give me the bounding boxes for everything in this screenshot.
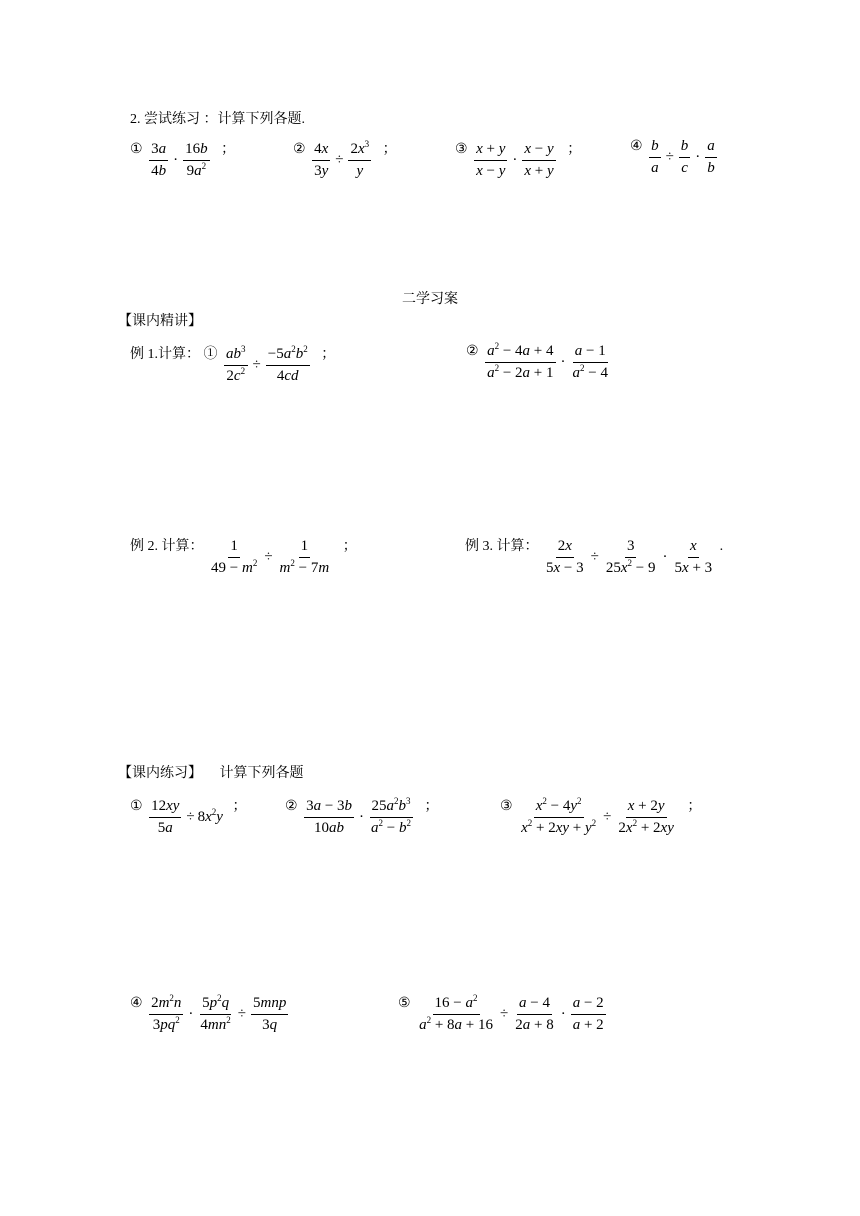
semicolon: ； xyxy=(321,347,336,362)
try-item-4 xyxy=(630,138,719,177)
item-marker: ③ xyxy=(455,142,468,157)
semicolon: ； xyxy=(567,142,582,157)
semicolon: ； xyxy=(382,142,397,157)
example-1-part-1 xyxy=(130,343,335,385)
semicolon: ； xyxy=(221,142,236,157)
expression: $\frac{16 - a^2}{a^2 + 8a + 16}$ ÷ $\frac{a - 4}{2a + 8}$ · $\frac{a - 2}{a + 2}$ xyxy=(419,993,604,1033)
semicolon: ； xyxy=(232,799,247,814)
semicolon: ； xyxy=(342,539,357,554)
expression: $\frac{3a}{4b}$ · $\frac{16b}{9a^2}$ xyxy=(151,141,208,179)
practice-item-3 xyxy=(500,795,701,837)
example-label: 例 2. 计算： xyxy=(130,539,204,554)
expression: $\frac{1}{49 - m^2}$ ÷ $\frac{1}{m^2 - 7m}$ xyxy=(211,538,330,576)
practice-title: 【课内练习】 xyxy=(118,766,202,781)
try-item-2 xyxy=(293,138,397,180)
expression: $\frac{2x}{5x - 3}$ ÷ $\frac{3}{25x^2 - 9}$ · $\frac{x}{5x + 3}$ xyxy=(546,538,713,576)
expression: $\frac{b}{a}$ ÷ $\frac{b}{c}$ · $\frac{a}{b}$ xyxy=(651,138,715,176)
item-marker: ③ xyxy=(500,799,513,814)
expression: $\frac{2m^2n}{3pq^2}$ · $\frac{5p^2q}{4mn^2}$ ÷ $\frac{\text{5mnp}}{3q}$ xyxy=(151,993,287,1033)
period: . xyxy=(719,539,724,554)
item-marker: ② xyxy=(293,142,306,157)
item-marker: ② xyxy=(285,799,298,814)
practice-item-1 xyxy=(130,795,246,837)
item-marker: ④ xyxy=(630,139,643,154)
example-2 xyxy=(130,535,357,577)
item-marker: ① xyxy=(203,347,218,362)
expression: $\frac{x^2 - 4y^2}{x^2 + 2xy + y^2}$ ÷ $\frac{x + 2y}{2x^2 + 2xy}$ xyxy=(521,796,674,836)
expression: $\frac{x + y}{x - y}$ · $\frac{x - y}{x + y}$ xyxy=(476,141,554,179)
practice-heading xyxy=(118,762,304,782)
item-marker: ④ xyxy=(130,996,143,1011)
practice-item-5 xyxy=(398,995,608,1034)
lecture-heading: 【课内精讲】 xyxy=(118,314,202,329)
example-3 xyxy=(465,535,723,577)
try-item-3 xyxy=(455,138,581,180)
expression: $\frac{a^2 - 4a + 4}{a^2 - 2a + 1}$ · $\frac{a - 1}{a^2 - 4}$ xyxy=(487,341,608,381)
semicolon: ； xyxy=(424,799,439,814)
try-item-1 xyxy=(130,138,235,180)
practice-item-2 xyxy=(285,795,439,837)
section-title: 二学习案 xyxy=(402,292,458,307)
item-marker: ① xyxy=(130,799,143,814)
example-1-part-2 xyxy=(466,343,612,382)
item-marker: ② xyxy=(466,344,479,359)
example-label: 例 1.计算： xyxy=(130,347,200,362)
expression: $\frac{4x}{3y}$ ÷ $\frac{2x^3}{y}$ xyxy=(314,139,370,179)
expression: $\frac{3a - 3b}{10ab}$ · $\frac{25a^2b^3}{a^2 - b^2}$ xyxy=(306,796,411,836)
expression: $\frac{12xy}{5a}$ ÷ $8x^2y$ xyxy=(151,798,223,836)
practice-instruction: 计算下列各题 xyxy=(219,766,304,781)
try-practice-heading: 2. 尝试练习 ：计算下列各题. xyxy=(130,112,305,127)
example-label: 例 3. 计算： xyxy=(465,539,539,554)
item-marker: ① xyxy=(130,142,143,157)
practice-item-4 xyxy=(130,995,290,1034)
item-marker: ⑤ xyxy=(398,996,411,1011)
expression: $\frac{ab^3}{2c^2}$ ÷ $\frac{-5a^2b^2}{4cd}$ xyxy=(226,344,308,384)
semicolon: ； xyxy=(687,799,702,814)
